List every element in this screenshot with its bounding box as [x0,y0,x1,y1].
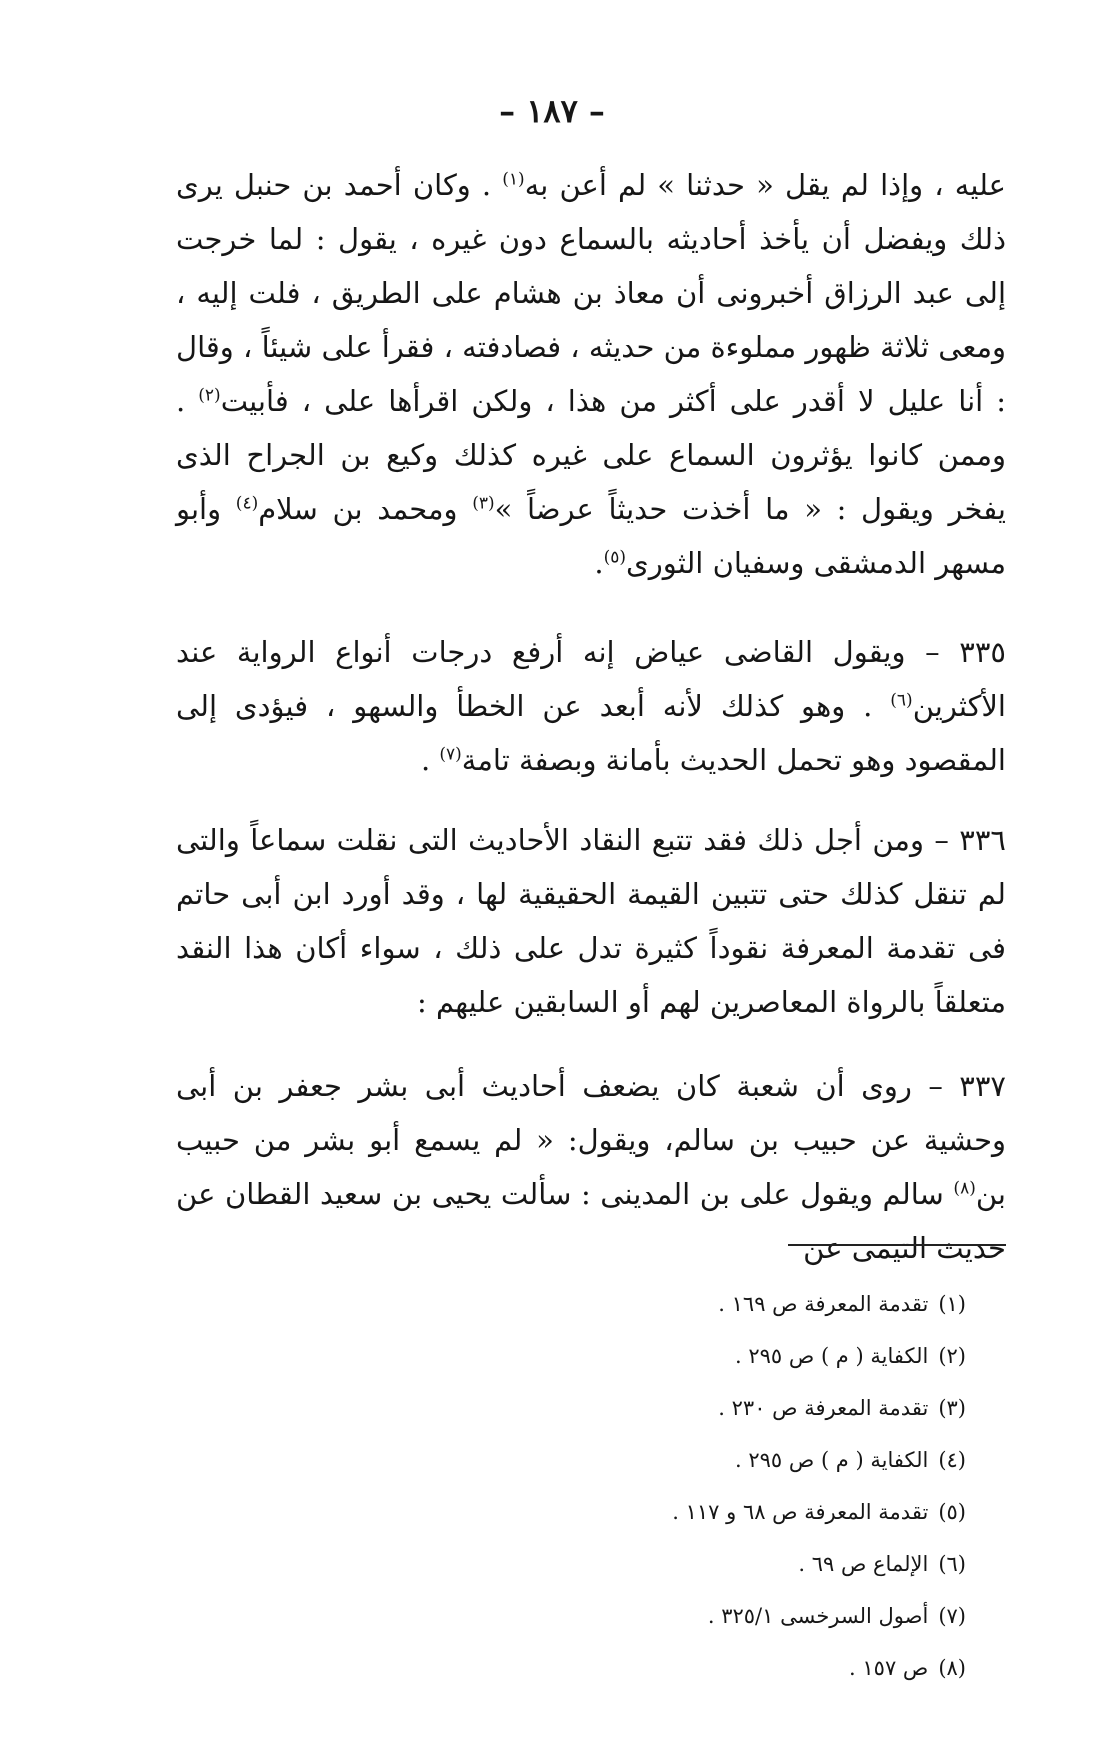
footnote-text: تقدمة المعرفة ص ١٦٩ . [718,1292,929,1316]
text-run: . [594,546,604,580]
paragraph-text [176,813,1006,1029]
text-run: . وكان أحمد بن حنبل يرى ذلك ويفضل أن يأخذ أحاديثه بالسماع دون غيره ، يقول : لما خرجت إلى عبد الرزاق أخبرونى أن معاذ بن هشام على الطريق ، فلت إليه ، ومعى ثلاثة ظهور مملوءة من حديثه ، فصادفته ، فقرأ على شيئاً ، وقال : أنا عليل لا أقدر على أكثر من هذا ، ولكن اقرأها على ، فأبيت [176,168,1007,418]
footnote-ref[interactable]: (٨) [953,1178,976,1199]
text-run: سالم ويقول على بن المدينى : سألت يحيى بن سعيد القطان عن حديث التيمى عن [176,1177,1006,1265]
footnotes-list [560,1278,966,1694]
footnote-ref[interactable]: (٦) [890,690,913,711]
footnote-number: (٢) [938,1344,966,1368]
text-run: ٣٣٦ – ومن أجل ذلك فقد تتبع النقاد الأحاديث التى نقلت سماعاً والتى لم تنقل كذلك حتى تتبين القيمة الحقيقية لها ، وقد أورد ابن أبى حاتم فى تقدمة المعرفة نقوداً كثيرة تدل على ذلك ، سواء أكان هذا النقد متعلقاً بالرواة المعاصرين لهم أو السابقين عليهم : [176,823,1006,1019]
footnote-item [560,1330,966,1382]
text-run: . وهو كذلك لأنه أبعد عن الخطأ والسهو ، فيؤدى إلى المقصود وهو تحمل الحديث بأمانة وبصفة تامة [176,689,1006,777]
paragraph-text [176,625,1006,787]
footnote-item [560,1278,966,1330]
footnote-text: الإلماع ص ٦٩ . [798,1552,929,1576]
footnote-ref[interactable]: (٧) [439,744,462,765]
paragraph-336 [176,813,1006,1029]
text-run: . وممن كانوا يؤثرون السماع على غيره كذلك وكيع بن الجراح الذى يفخر ويقول : « ما أخذت حديثاً عرضاً » [176,384,1006,526]
text-run: وأبو مسهر الدمشقى وسفيان الثورى [176,492,1006,580]
footnote-text: ص ١٥٧ . [849,1656,929,1680]
paragraph-335 [176,625,1006,787]
footnote-number: (٥) [938,1500,966,1524]
footnote-number: (١) [938,1292,966,1316]
text-run: ومحمد بن سلام [258,492,473,526]
footnote-text: تقدمة المعرفة ص ٢٣٠ . [718,1396,929,1420]
footnote-number: (٤) [938,1448,966,1472]
footnote-number: (٨) [938,1656,966,1680]
footnote-text: الكفاية ( م ) ص ٢٩٥ . [735,1448,929,1472]
paragraph-continuation [176,158,1006,590]
footnote-ref[interactable]: (٢) [198,385,221,406]
text-run: عليه ، وإذا لم يقل « حدثنا » لم أعن به [524,168,1006,202]
footnote-item [560,1486,966,1538]
paragraph-text [176,158,1006,590]
text-run: ٣٣٧ – روى أن شعبة كان يضعف أحاديث أبى بشر جعفر بن أبى وحشية عن حبيب بن سالم، ويقول: « لم يسمع أبو بشر من حبيب بن [176,1069,1006,1211]
paragraph-text [176,1059,1006,1275]
footnote-ref[interactable]: (٥) [603,547,627,568]
footnote-text: تقدمة المعرفة ص ٦٨ و ١١٧ . [672,1500,929,1524]
paragraph-337 [176,1059,1006,1275]
footnote-separator [788,1244,1006,1246]
footnote-number: (٦) [938,1552,966,1576]
footnote-item [560,1642,966,1694]
footnote-ref[interactable]: (٤) [235,493,259,514]
text-run: . [420,743,440,777]
footnote-ref[interactable]: (٣) [472,493,495,514]
footnote-item [560,1538,966,1590]
footnote-item [560,1382,966,1434]
footnote-text: أصول السرخسى ٣٢٥/١ . [707,1604,929,1628]
text-run: ٣٣٥ – ويقول القاضى عياض إنه أرفع درجات أنواع الرواية عند الأكثرين [176,635,1006,723]
footnote-item [560,1590,966,1642]
footnote-item [560,1434,966,1486]
footnote-ref[interactable]: (١) [502,169,525,190]
footnote-number: (٣) [938,1396,966,1420]
footnote-number: (٧) [938,1604,966,1628]
footnote-text: الكفاية ( م ) ص ٢٩٥ . [735,1344,929,1368]
page-number: – ١٨٧ – [499,92,605,130]
